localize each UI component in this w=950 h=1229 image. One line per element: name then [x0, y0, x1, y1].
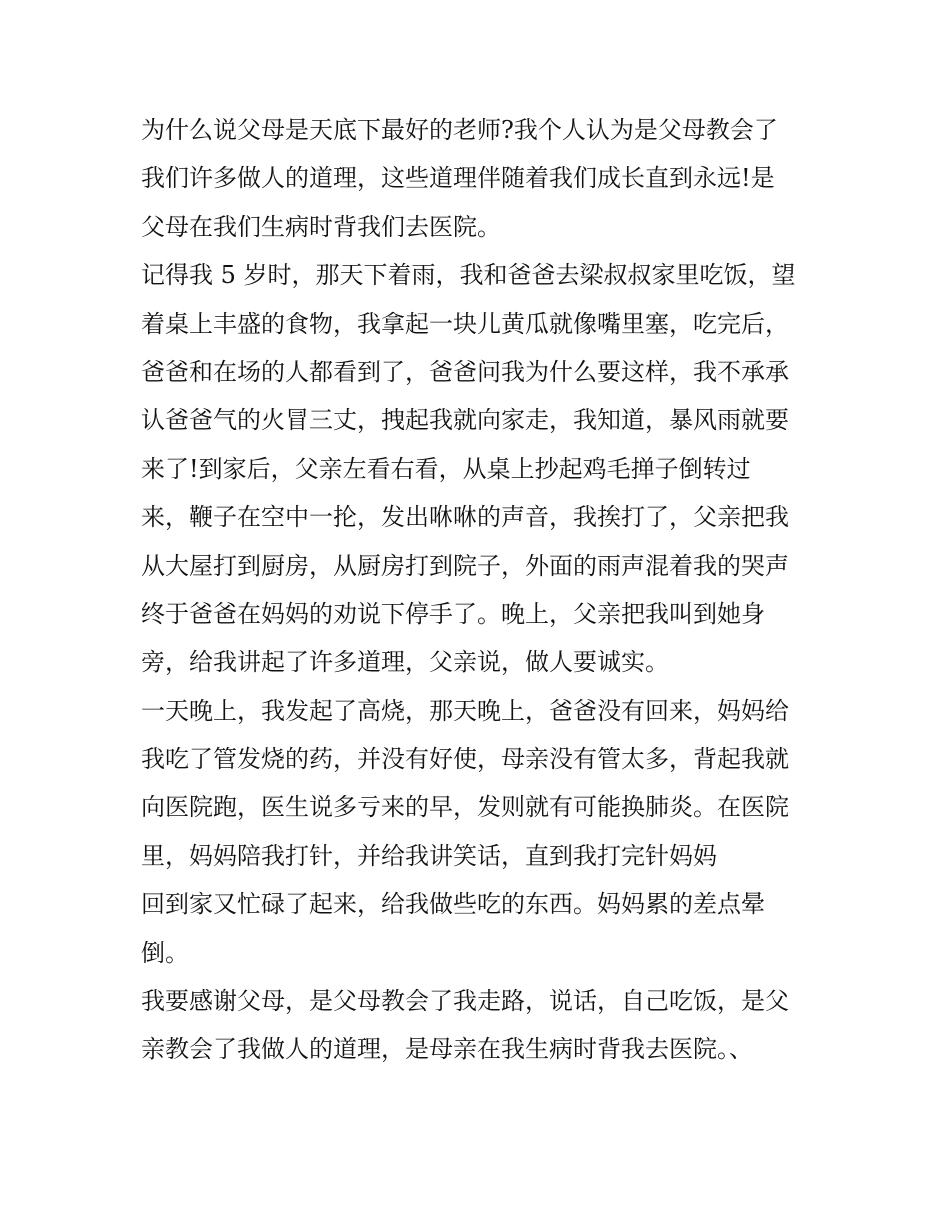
- text-line: 旁，给我讲起了许多道理，父亲说，做人要诚实。: [141, 648, 669, 677]
- text-line: 我要感谢父母，是父母教会了我走路，说话，自己吃饭，是父: [141, 987, 789, 1016]
- text-line: 来了!到家后，父亲左看右看，从桌上抄起鸡毛掸子倒转过: [141, 454, 751, 483]
- text-line: 回到家又忙碌了起来，给我做些吃的东西。妈妈累的差点晕: [141, 890, 765, 919]
- text-line: 一天晚上，我发起了高烧，那天晚上，爸爸没有回来，妈妈给: [141, 696, 789, 725]
- text-line: 我们许多做人的道理，这些道理伴随着我们成长直到永远!是: [141, 164, 775, 193]
- text-line: 亲教会了我做人的道理，是母亲在我生病时背我去医院。、: [141, 1035, 753, 1064]
- text-line: 倒。: [141, 938, 189, 967]
- essay-body: [141, 106, 831, 1074]
- text-line: 爸爸和在场的人都看到了，爸爸问我为什么要这样，我不承承: [141, 357, 789, 386]
- text-line: 着桌上丰盛的食物，我拿起一块儿黄瓜就像嘴里塞，吃完后，: [141, 309, 789, 338]
- text-line: 向医院跑，医生说多亏来的早，发则就有可能换肺炎。在医院: [141, 793, 789, 822]
- text-line: 父母在我们生病时背我们去医院。: [141, 212, 501, 241]
- text-line: 从大屋打到厨房，从厨房打到院子，外面的雨声混着我的哭声: [141, 551, 789, 580]
- text-line: 里，妈妈陪我打针，并给我讲笑话，直到我打完针妈妈: [141, 841, 717, 870]
- text-line: 我吃了管发烧的药，并没有好使，母亲没有管太多，背起我就: [141, 745, 789, 774]
- text-line: 记得我 5 岁时，那天下着雨，我和爸爸去梁叔叔家里吃饭，望: [141, 261, 796, 290]
- text-line: 来，鞭子在空中一抡，发出咻咻的声音，我挨打了，父亲把我: [141, 503, 789, 532]
- text-line: 为什么说父母是天底下最好的老师?我个人认为是父母教会了: [141, 116, 778, 144]
- text-line: 终于爸爸在妈妈的劝说下停手了。晚上，父亲把我叫到她身: [141, 599, 765, 628]
- text-line: 认爸爸气的火冒三丈，拽起我就向家走，我知道，暴风雨就要: [141, 406, 789, 435]
